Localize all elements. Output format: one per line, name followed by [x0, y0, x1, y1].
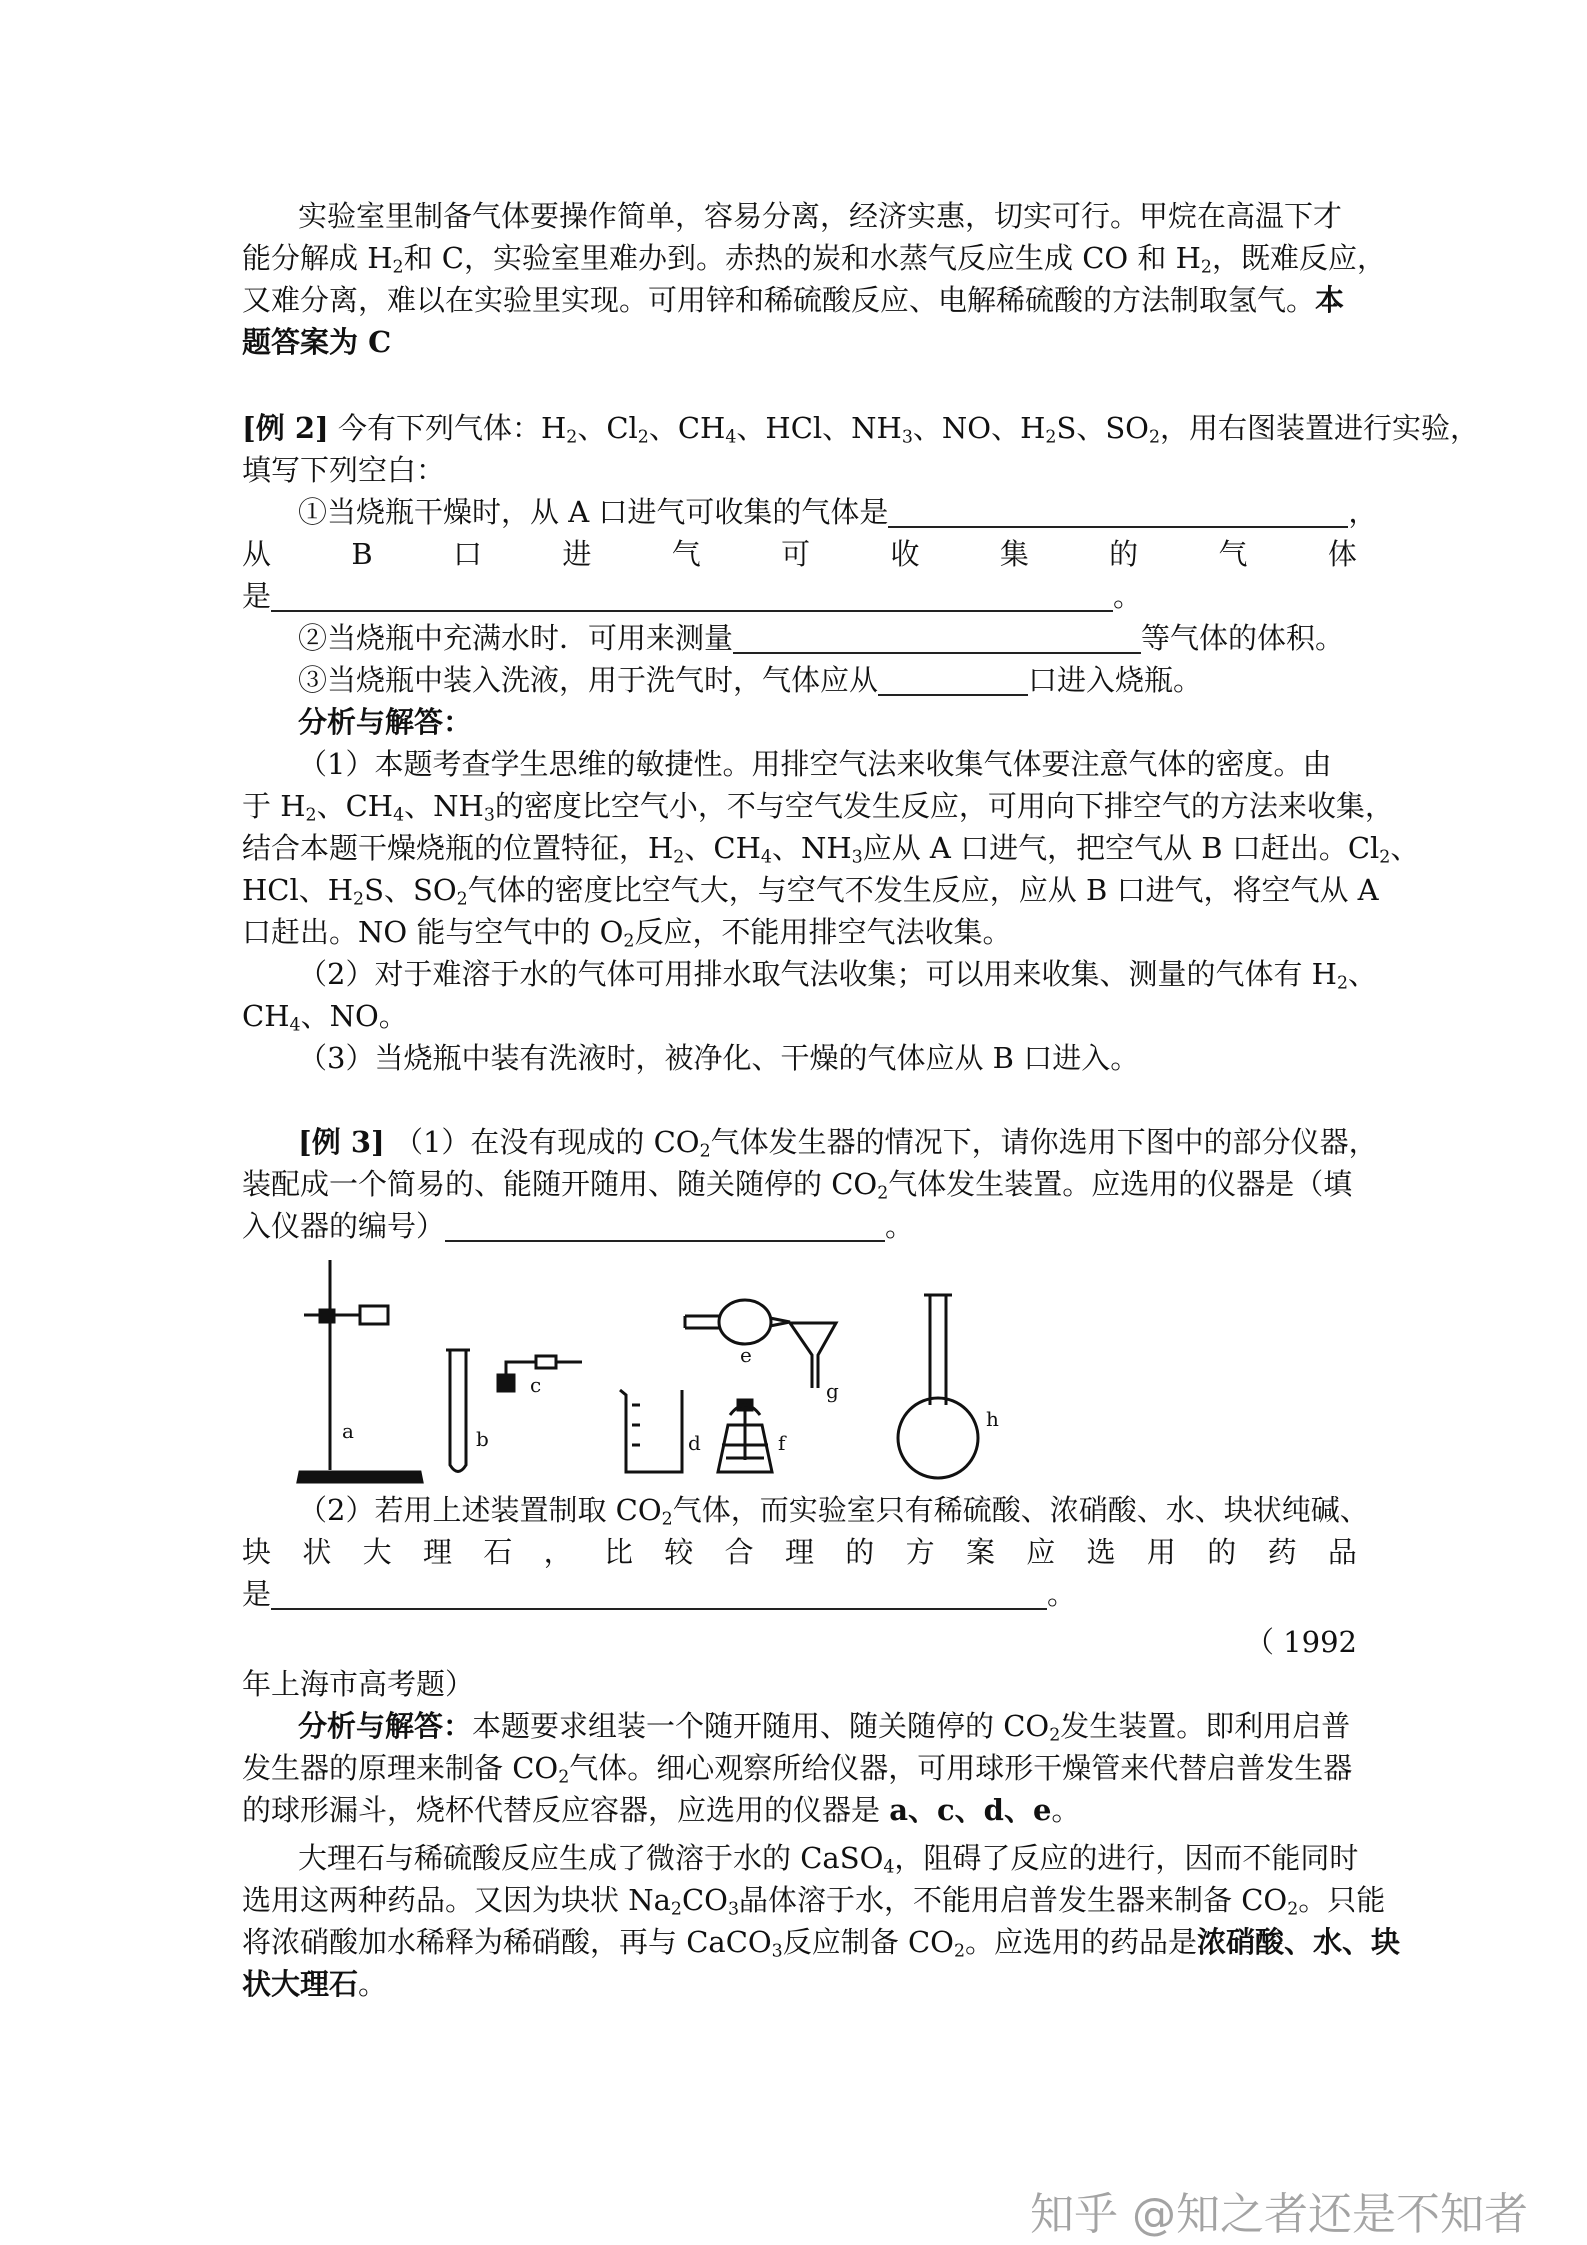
- drying-tube-e: [685, 1300, 790, 1367]
- answer-blank[interactable]: [878, 664, 1028, 696]
- ex3-source-line1: （ 1992: [1244, 1625, 1357, 1659]
- ex2-a1-line1: （1）本题考查学生思维的敏捷性。用排空气法来收集气体要注意气体的密度。由: [298, 747, 1332, 781]
- ex3-analysis2-line4: 状大理石。: [242, 1967, 388, 2001]
- label-e: e: [740, 1343, 752, 1367]
- ex3-line3: 入仪器的编号） 。: [242, 1209, 915, 1243]
- ex2-q3: ③当烧瓶中装入洗液，用于洗气时，气体应从 口进入烧瓶。: [298, 663, 1203, 697]
- ex3-line2: 装配成一个简易的、能随开随用、随关随停的 $CO_2$气体发生装置。应选用的仪器是（填: [242, 1167, 1353, 1204]
- ex3-q2-line2: 块 状 大 理 石 ， 比 较 合 理 的 方 案 应 选 用 的 药 品: [242, 1535, 1357, 1569]
- ex3-source-line2: 年上海市高考题）: [242, 1667, 475, 1701]
- label-c: c: [530, 1373, 542, 1397]
- watermark: 知乎 @知之者还是不知者: [1030, 2189, 1528, 2240]
- ex3-analysis2-line1: 大理石与稀硫酸反应生成了微溶于水的 CaSO$_4$，阻碍了反应的进行，因而不能同时: [298, 1841, 1359, 1878]
- ex2-line2: 填写下列空白：: [242, 453, 446, 487]
- ex3-analysis2-line3: 将浓硝酸加水稀释为稀硝酸，再与 CaCO$_3$反应制备 $CO_2$。应选用的药品是浓硝酸、水、块: [242, 1925, 1401, 1962]
- ex2-q1-line3: 是 。: [242, 579, 1143, 613]
- apparatus-figure: [290, 1250, 1010, 1500]
- ex2-a1-line3: 结合本题干燥烧瓶的位置特征，$H_2$、$CH_4$、$NH_3$应从 A 口进气，把空气从 B 口赶出。$Cl_2$、: [242, 831, 1420, 868]
- ex3-analysis-line1: 分析与解答：本题要求组装一个随开随用、随关随停的 $CO_2$发生装置。即利用启普: [298, 1709, 1351, 1746]
- funnel-g: [790, 1323, 839, 1403]
- test-tube-b: [446, 1350, 489, 1472]
- ex3-q2-line3: 是 。: [242, 1577, 1077, 1611]
- label-a: a: [342, 1419, 354, 1443]
- ex3-analysis-line3: 的球形漏斗，烧杯代替反应容器，应选用的仪器是 a、c、d、e。: [242, 1793, 1081, 1827]
- round-flask-h: [898, 1295, 999, 1478]
- ex2-line1: [例 2] 今有下列气体：$H_2$、$Cl_2$、$CH_4$、HCl、$NH_3$、NO、$H_2S$、$SO_2$，用右图装置进行实验，: [242, 411, 1480, 448]
- answer-blank[interactable]: [271, 1578, 1047, 1610]
- label-h: h: [986, 1407, 999, 1431]
- ex2-a1-line2: 于 $H_2$、$CH_4$、$NH_3$的密度比空气小，不与空气发生反应，可用向下排空气的方法来收集，: [242, 789, 1394, 826]
- ex2-q2: ②当烧瓶中充满水时．可用来测量 等气体的体积。: [298, 621, 1345, 655]
- answer-blank[interactable]: [445, 1210, 885, 1242]
- ex2-a2-line1: （2）对于难溶于水的气体可用排水取气法收集；可以用来收集、测量的气体有 $H_2$、: [298, 957, 1378, 994]
- answer-blank[interactable]: [888, 496, 1348, 528]
- alcohol-lamp-f: [718, 1400, 787, 1472]
- answer-blank[interactable]: [271, 580, 1113, 612]
- label-f: f: [778, 1431, 786, 1455]
- label-g: g: [826, 1379, 839, 1403]
- ex2-tag: [例 2]: [242, 411, 329, 445]
- ex2-a1-line4: HCl、$H_2S$、$SO_2$气体的密度比空气大，与空气不发生反应，应从 B 口进气，将空气从 A: [242, 873, 1379, 910]
- ex2-analysis-title: 分析与解答：: [298, 705, 473, 739]
- ex2-a2-line2: $CH_4$、NO。: [242, 999, 408, 1036]
- ex3-analysis2-line2: 选用这两种药品。又因为块状 $Na_2CO_3$晶体溶于水，不能用启普发生器来制备 $CO_2$。只能: [242, 1883, 1386, 1920]
- stopper-tube-c: [498, 1356, 582, 1397]
- ex2-a1-line5: 口赶出。NO 能与空气中的 $O_2$反应，不能用排空气法收集。: [242, 915, 1012, 952]
- p1-line1: 实验室里制备气体要操作简单，容易分离，经济实惠，切实可行。甲烷在高温下才: [298, 199, 1343, 233]
- ex2-q1: ①当烧瓶干燥时，从 A 口进气可收集的气体是 ，: [298, 495, 1378, 529]
- p1-line4: 题答案为 C: [242, 325, 392, 359]
- ex3-q2-line1: （2）若用上述装置制取 $CO_2$气体，而实验室只有稀硫酸、浓硝酸、水、块状纯碱、: [298, 1493, 1369, 1530]
- ex3-analysis-line2: 发生器的原理来制备 $CO_2$气体。细心观察所给仪器，可用球形干燥管来代替启普发生器: [242, 1751, 1353, 1788]
- p1-line3: 又难分离，难以在实验里实现。可用锌和稀硫酸反应、电解稀硫酸的方法制取氢气。本: [242, 283, 1345, 317]
- p1-line2: 能分解成 $H_2$和 C，实验室里难办到。赤热的炭和水蒸气反应生成 CO 和 $H_2$，既难反应，: [242, 241, 1387, 278]
- ex2-a3: （3）当烧瓶中装有洗液时，被净化、干燥的气体应从 B 口进入。: [298, 1041, 1140, 1075]
- ex3-line1: [例 3] （1）在没有现成的 $CO_2$气体发生器的情况下，请你选用下图中的部分仪器，: [298, 1125, 1378, 1162]
- label-b: b: [476, 1427, 489, 1451]
- iron-stand-a: [298, 1260, 422, 1482]
- beaker-d: [620, 1390, 701, 1472]
- label-d: d: [688, 1431, 701, 1455]
- ex2-q1-line2: 从 B 口 进 气 可 收 集 的 气 体: [242, 537, 1357, 571]
- answer-blank[interactable]: [733, 622, 1141, 654]
- ex3-tag: [例 3]: [298, 1125, 385, 1159]
